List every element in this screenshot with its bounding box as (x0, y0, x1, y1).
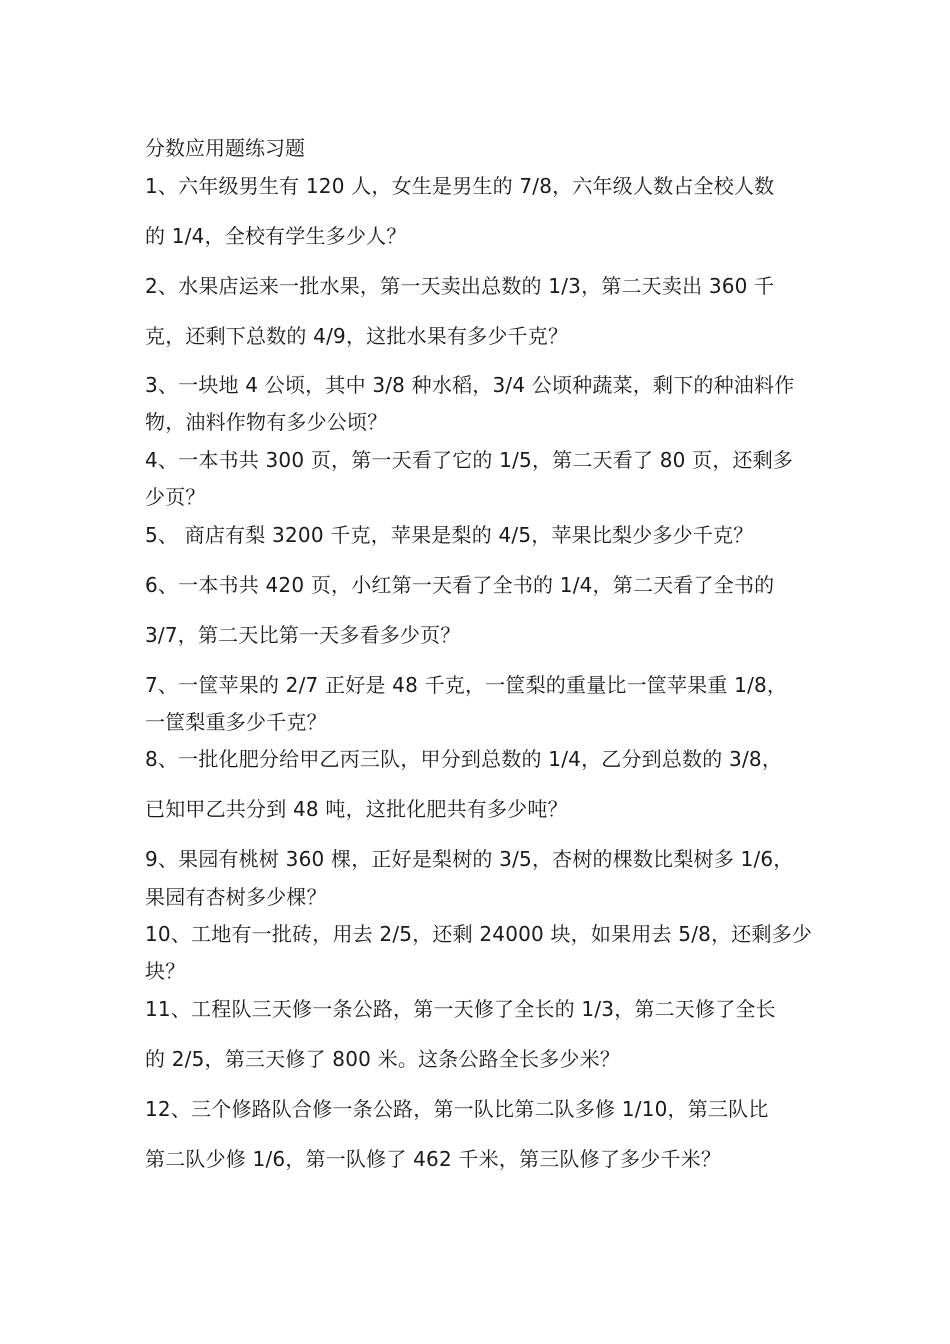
text-line: 8、一批化肥分给甲乙丙三队，甲分到总数的 1/4，乙分到总数的 3/8， (145, 747, 783, 771)
text-line: 7、一筐苹果的 2/7 正好是 48 千克，一筐梨的重量比一筐苹果重 1/8， (145, 673, 788, 697)
text-line: 少页？ (145, 485, 206, 509)
text-line: 第二队少修 1/6，第一队修了 462 千米，第三队修了多少千米？ (145, 1147, 722, 1171)
text-line: 3、一块地 4 公顷，其中 3/8 种水稻，3/4 公顷种蔬菜，剩下的种油料作 (145, 373, 795, 397)
text-line: 块？ (145, 959, 186, 983)
text-line: 果园有杏树多少棵？ (145, 885, 327, 909)
text-line: 已知甲乙共分到 48 吨，这批化肥共有多少吨？ (145, 797, 568, 821)
text-line: 6、一本书共 420 页，小红第一天看了全书的 1/4，第二天看了全书的 (145, 573, 775, 597)
text-line: 克，还剩下总数的 4/9，这批水果有多少千克？ (145, 324, 569, 348)
text-line: 4、一本书共 300 页，第一天看了它的 1/5，第二天看了 80 页，还剩多 (145, 448, 794, 472)
document-title: 分数应用题练习题 (145, 136, 305, 160)
text-line: 的 2/5，第三天修了 800 米。这条公路全长多少米？ (145, 1047, 621, 1071)
text-line: 12、三个修路队合修一条公路，第一队比第二队多修 1/10，第三队比 (145, 1097, 769, 1121)
text-line: 的 1/4，全校有学生多少人？ (145, 224, 407, 248)
text-line: 11、工程队三天修一条公路，第一天修了全长的 1/3，第二天修了全长 (145, 997, 776, 1021)
text-line: 9、果园有桃树 360 棵，正好是梨树的 3/5，杏树的棵数比梨树多 1/6， (145, 847, 794, 871)
text-line: 10、工地有一批砖，用去 2/5，还剩 24000 块，如果用去 5/8，还剩多少 (145, 922, 813, 946)
text-line: 物，油料作物有多少公顷？ (145, 410, 388, 434)
text-line: 2、水果店运来一批水果，第一天卖出总数的 1/3，第二天卖出 360 千 (145, 274, 775, 298)
text-line: 一筐梨重多少千克？ (145, 710, 327, 734)
text-line: 5、 商店有梨 3200 千克，苹果是梨的 4/5，苹果比梨少多少千克？ (145, 523, 754, 547)
text-line: 1、六年级男生有 120 人，女生是男生的 7/8，六年级人数占全校人数 (145, 174, 775, 198)
text-line: 3/7，第二天比第一天多看多少页？ (145, 623, 461, 647)
